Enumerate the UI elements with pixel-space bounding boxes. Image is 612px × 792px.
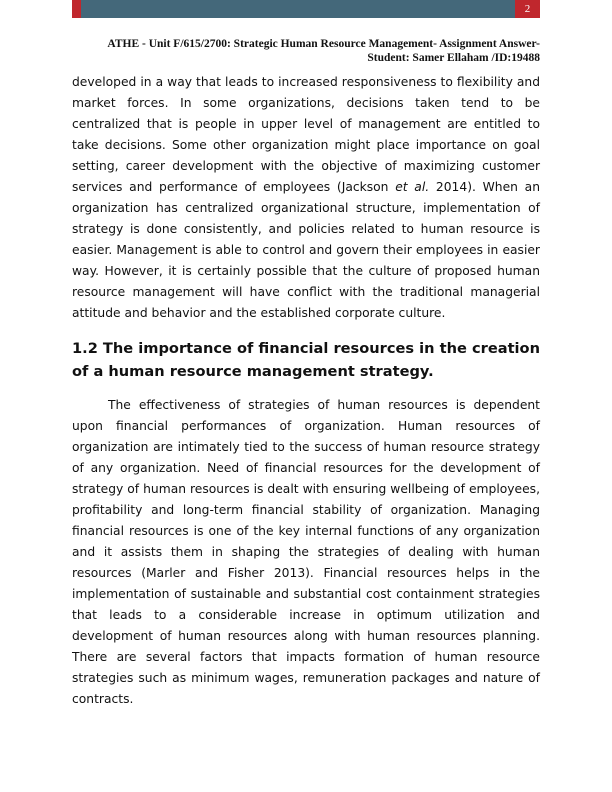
paragraph-2: The effectiveness of strategies of human resources is dependent upon financial performances of organization. Human resources of organization are intimately tied to the success of human resource strategy of any organization. Need of financial resources for the development of strategy of human resources is dealt with ensuring wellbeing of employees, profitability and long-term financial stability of organization. Managing financial resources is one of the key internal functions of any organization and it assists them in shaping the strategies of dealing with human resources (Marler and Fisher 2013). Financial resources helps in the implementation of sustainable and substantial cost containment strategies that leads to a considerable increase in optimum utilization and development of human resources along with human resources planning. There are several factors that impacts formation of human resource strategies such as minimum wages, remuneration packages and nature of contracts. bbox=[72, 398, 540, 706]
paragraph-1-text-b: 2014). When an organization has centralized organizational structure, implementation of strategy is done consistently, and policies related to human resource is easier. Management is able to control and govern their employees in easier way. However, it is certainly possible that the culture of proposed human resource management will have conflict with the traditional managerial attitude and behavior and the established corporate culture. bbox=[72, 180, 540, 320]
header-red-accent bbox=[72, 0, 81, 18]
citation-italic: et al. bbox=[395, 180, 430, 194]
running-header bbox=[72, 37, 540, 65]
section-heading: 1.2 The importance of financial resources in the creation of a human resource management strategy. bbox=[72, 340, 540, 380]
running-header-line1: ATHE - Unit F/615/2700: Strategic Human Resource Management- Assignment Answer- bbox=[107, 38, 540, 50]
page-number: 2 bbox=[515, 0, 540, 18]
running-header-line2: Student: Samer Ellaham /ID:19488 bbox=[367, 52, 540, 64]
paragraph-1 bbox=[72, 72, 540, 324]
header-band bbox=[81, 0, 515, 18]
page-content bbox=[72, 72, 540, 710]
paragraph-1-text-a: developed in a way that leads to increased responsiveness to flexibility and market forces. In some organizations, decisions taken tend to be centralized that is people in upper level of management are entitled to take decisions. Some other organization might place importance on goal setting, career development with the objective of maximizing customer services and performance of employees (Jackson bbox=[72, 75, 540, 194]
